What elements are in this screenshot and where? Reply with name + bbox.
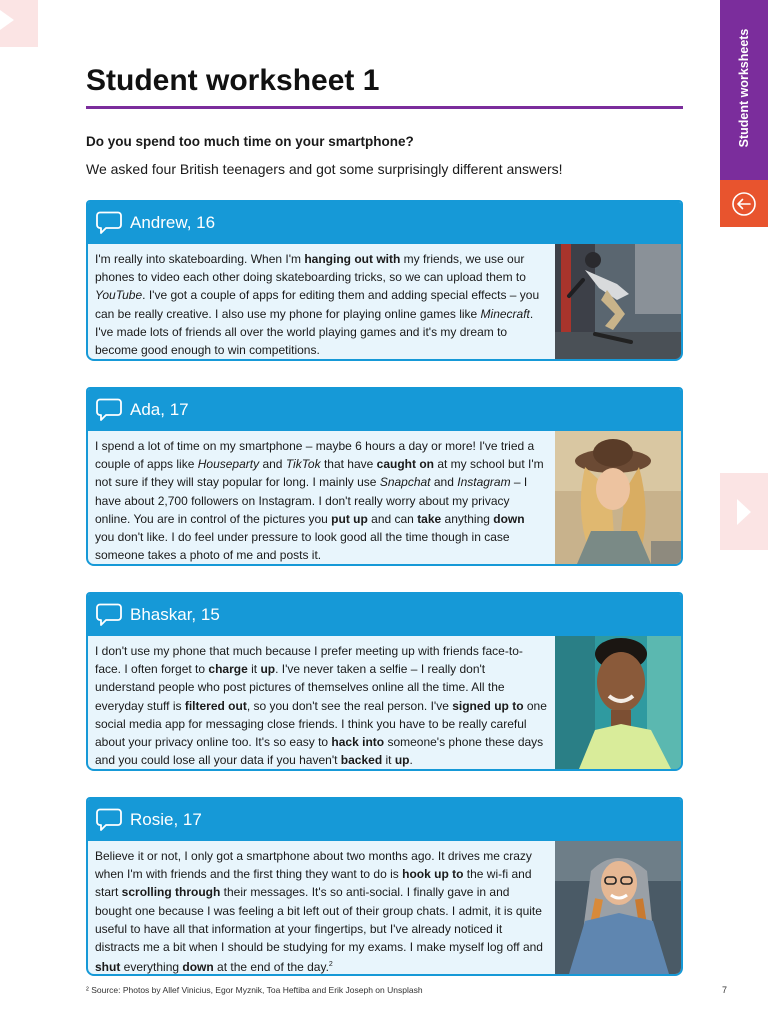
key-phrase: up <box>394 753 410 768</box>
photo-smiling-boy <box>555 636 681 769</box>
app-name: TikTok <box>285 457 321 472</box>
question-heading: Do you spend too much time on your smartphone? <box>86 134 414 149</box>
card-header <box>88 799 681 841</box>
card-rosie <box>86 797 683 976</box>
text-run: and can <box>367 511 418 526</box>
card-header <box>88 594 681 636</box>
speech-bubble-icon <box>96 808 122 832</box>
key-phrase: filtered out <box>184 698 247 713</box>
text-run: . I've got a couple of apps for editing them and adding special effects – you can be really creative. I also use my phone for playing online games like <box>95 288 540 321</box>
card-name: Andrew, 16 <box>130 213 216 232</box>
card-header <box>88 202 681 244</box>
footnote: ² Source: Photos by Allef Vinicius, Egor Myznik, Toa Heftiba and Erik Joseph on Unsplash <box>86 985 423 995</box>
text-run: I don't use my phone that much because I prefer meeting up with friends face-to-face. I often forget to <box>95 644 523 677</box>
card-text <box>88 431 555 564</box>
key-phrase: down <box>182 960 214 975</box>
key-phrase: hanging out with <box>304 252 401 266</box>
play-arrow-icon <box>736 499 752 525</box>
app-name: YouTube <box>95 288 143 303</box>
text-run: anything <box>441 511 494 526</box>
key-phrase: take <box>417 511 442 526</box>
card-header <box>88 389 681 431</box>
text-run: my friends, we use our phones to video each other doing skateboarding tricks, so we can upload them to <box>95 252 526 285</box>
key-phrase: hack into <box>331 735 385 750</box>
speech-bubble-icon <box>96 603 122 627</box>
text-run: – I have about 2,700 followers on Instagram. I don't really worry about my privacy online. You are in control of the pictures you <box>95 475 528 526</box>
text-run: at the end of the day. <box>213 960 329 975</box>
back-button[interactable] <box>720 180 768 227</box>
speech-bubble-icon <box>96 398 122 422</box>
text-run: you don't like. I do feel under pressure to look good all the time though in case someone takes a photo of me and posts it. <box>95 530 510 563</box>
key-phrase: charge <box>208 662 248 677</box>
text-run: . I've made lots of friends all over the world playing games and it's my dream to become good enough to win competitions. <box>95 306 534 358</box>
key-phrase: up <box>260 662 276 677</box>
text-run: I spend a lot of time on my smartphone – maybe 6 hours a day or more! I've tried a couple of apps like <box>95 439 535 472</box>
text-run: at my school but I'm not sure if they will stay popular for long. I mainly use <box>95 457 544 490</box>
card-text <box>88 841 555 976</box>
text-run: . I've never taken a selfie – I really don't understand people who post pictures of themselves online all the time. All the everyday stuff is <box>95 662 505 713</box>
card-andrew <box>86 200 683 361</box>
text-run: and <box>430 475 458 490</box>
app-name: Instagram <box>457 475 511 490</box>
page-title: Student worksheet 1 <box>86 64 380 97</box>
photo-girl-with-glasses <box>555 841 681 976</box>
student-worksheets-tab[interactable] <box>720 0 768 180</box>
text-run: the wi-fi and start <box>95 867 532 900</box>
text-run: it <box>382 753 395 768</box>
key-phrase: down <box>493 511 525 526</box>
speech-bubble-icon <box>96 211 122 235</box>
app-name: Houseparty <box>197 457 260 472</box>
key-phrase: backed <box>340 753 383 768</box>
text-run: someone's phone these days and you could lose all your data if you haven't <box>95 735 544 768</box>
card-name: Bhaskar, 15 <box>130 605 220 624</box>
card-bhaskar <box>86 592 683 771</box>
text-run: Believe it or not, I only got a smartphone about two months ago. It drives me crazy when I'm with friends and the first thing they want to do is <box>95 849 532 882</box>
card-ada <box>86 387 683 566</box>
text-run: I'm really into skateboarding. When I'm <box>95 252 305 266</box>
text-run: that have <box>320 457 377 472</box>
next-page-button[interactable] <box>720 473 768 550</box>
page-number: 7 <box>722 985 728 995</box>
app-name: Snapchat <box>379 475 431 490</box>
key-phrase: put up <box>331 511 368 526</box>
card-name: Rosie, 17 <box>130 810 202 829</box>
card-text <box>88 244 555 359</box>
text-run: , so you don't see the real person. I've <box>246 698 453 713</box>
text-run: . <box>409 753 413 768</box>
footnote-ref: 2 <box>328 961 333 969</box>
title-divider <box>86 106 683 109</box>
text-run: their messages. It's so anti-social. I finally gave in and bought one because I was feeling a bit left out of their group chats. I admit, it is quite useful to have all that information at your fingertips, but I've already noticed it distracts me a bit when I should be studying for my exams. I make myself log off and <box>95 885 543 955</box>
arrow-left-icon <box>731 191 757 217</box>
photo-skateboarder <box>555 244 681 359</box>
app-name: Minecraft <box>480 306 530 321</box>
text-run: and <box>259 457 286 472</box>
card-name: Ada, 17 <box>130 400 189 419</box>
card-text <box>88 636 555 769</box>
corner-tab <box>0 0 38 47</box>
key-phrase: caught on <box>376 457 434 472</box>
photo-girl-with-hat <box>555 431 681 564</box>
key-phrase: shut <box>95 960 121 975</box>
key-phrase: scrolling through <box>121 885 221 900</box>
text-run: it <box>247 662 261 677</box>
student-worksheets-label: Student worksheets <box>737 28 751 148</box>
key-phrase: hook up to <box>402 867 464 882</box>
intro-text: We asked four British teenagers and got some surprisingly different answers! <box>86 161 563 177</box>
text-run: one social media app for messaging close friends. I think you have to be really careful about your privacy online too. It's so easy to <box>95 698 547 750</box>
key-phrase: signed up to <box>452 698 524 713</box>
text-run: everything <box>120 960 183 975</box>
